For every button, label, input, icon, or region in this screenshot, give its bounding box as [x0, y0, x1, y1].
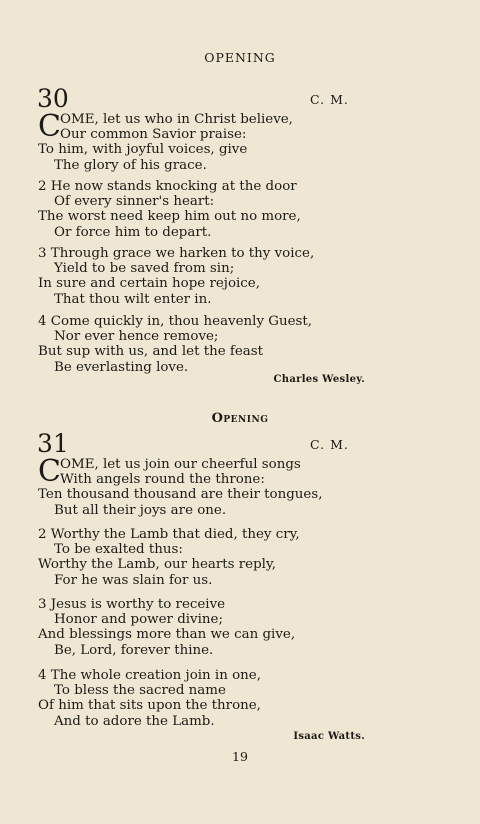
hymn-30-verse-4	[38, 314, 368, 375]
verse-line: The worst need keep him out no more,	[38, 209, 301, 225]
verse-line: For he was slain for us.	[54, 572, 213, 588]
hymn-30-verse-2	[38, 179, 368, 240]
hymn-30-author: Charles Wesley.	[273, 374, 365, 385]
hymn-31-author: Isaac Watts.	[293, 731, 365, 742]
verse-line: Nor ever hence remove;	[54, 329, 219, 345]
verse-line: OME, let us join our cheerful songs	[60, 457, 301, 472]
verse-line: Ten thousand thousand are their tongues,	[38, 487, 323, 503]
hymn-31-section-title: Opening	[211, 411, 269, 426]
verse-line: And blessings more than we can give,	[38, 627, 296, 643]
verse-line: Or force him to depart.	[54, 224, 212, 240]
verse-line: Be, Lord, forever thine.	[54, 642, 214, 658]
verse-line: 3 Through grace we harken to thy voice,	[38, 246, 315, 261]
verse-line: Honor and power divine;	[54, 612, 223, 628]
verse-line: The glory of his grace.	[54, 157, 207, 173]
verse-line: To bless the sacred name	[54, 683, 226, 699]
verse-line: To him, with joyful voices, give	[38, 142, 248, 158]
verse-line: 2 Worthy the Lamb that died, they cry,	[38, 527, 300, 542]
verse-line: To be exalted thus:	[54, 542, 183, 558]
hymn-number-30: 30	[37, 84, 69, 113]
verse-line: But all their joys are one.	[54, 502, 227, 518]
verse-line: That thou wilt enter in.	[54, 291, 212, 307]
hymn-number-31: 31	[37, 429, 69, 458]
verse-line: Be everlasting love.	[54, 359, 189, 375]
verse-line: Of every sinner's heart:	[54, 194, 215, 210]
verse-line: And to adore the Lamb.	[54, 713, 215, 729]
verse-line: 4 Come quickly in, thou heavenly Guest,	[38, 314, 313, 329]
verse-line: Yield to be saved from sin;	[54, 261, 235, 277]
verse-line: OME, let us who in Christ believe,	[60, 112, 293, 127]
hymn-30-meter: C. M.	[310, 92, 349, 107]
verse-line: With angels round the throne:	[60, 472, 265, 488]
verse-line: But sup with us, and let the feast	[38, 344, 264, 360]
verse-line: Of him that sits upon the throne,	[38, 698, 261, 714]
verse-line: 3 Jesus is worthy to receive	[38, 597, 226, 612]
hymn-31-verse-1	[38, 454, 368, 518]
hymn-31-verse-4	[38, 668, 368, 729]
hymn-31-verse-2	[38, 527, 368, 588]
dropcap-letter: C	[38, 454, 61, 489]
dropcap-letter: C	[38, 109, 61, 144]
verse-line: In sure and certain hope rejoice,	[38, 276, 260, 292]
hymn-31-verse-3	[38, 597, 368, 658]
page-header: OPENING	[204, 50, 276, 65]
hymn-31-meter: C. M.	[310, 437, 349, 452]
verse-line: Worthy the Lamb, our hearts reply,	[38, 557, 276, 573]
verse-line: 4 The whole creation join in one,	[38, 668, 261, 683]
hymn-30-verse-3	[38, 246, 368, 307]
page-number: 19	[232, 749, 248, 764]
verse-line: 2 He now stands knocking at the door	[38, 179, 297, 194]
hymn-30-verse-1	[38, 109, 368, 173]
verse-line: Our common Savior praise:	[60, 127, 247, 143]
